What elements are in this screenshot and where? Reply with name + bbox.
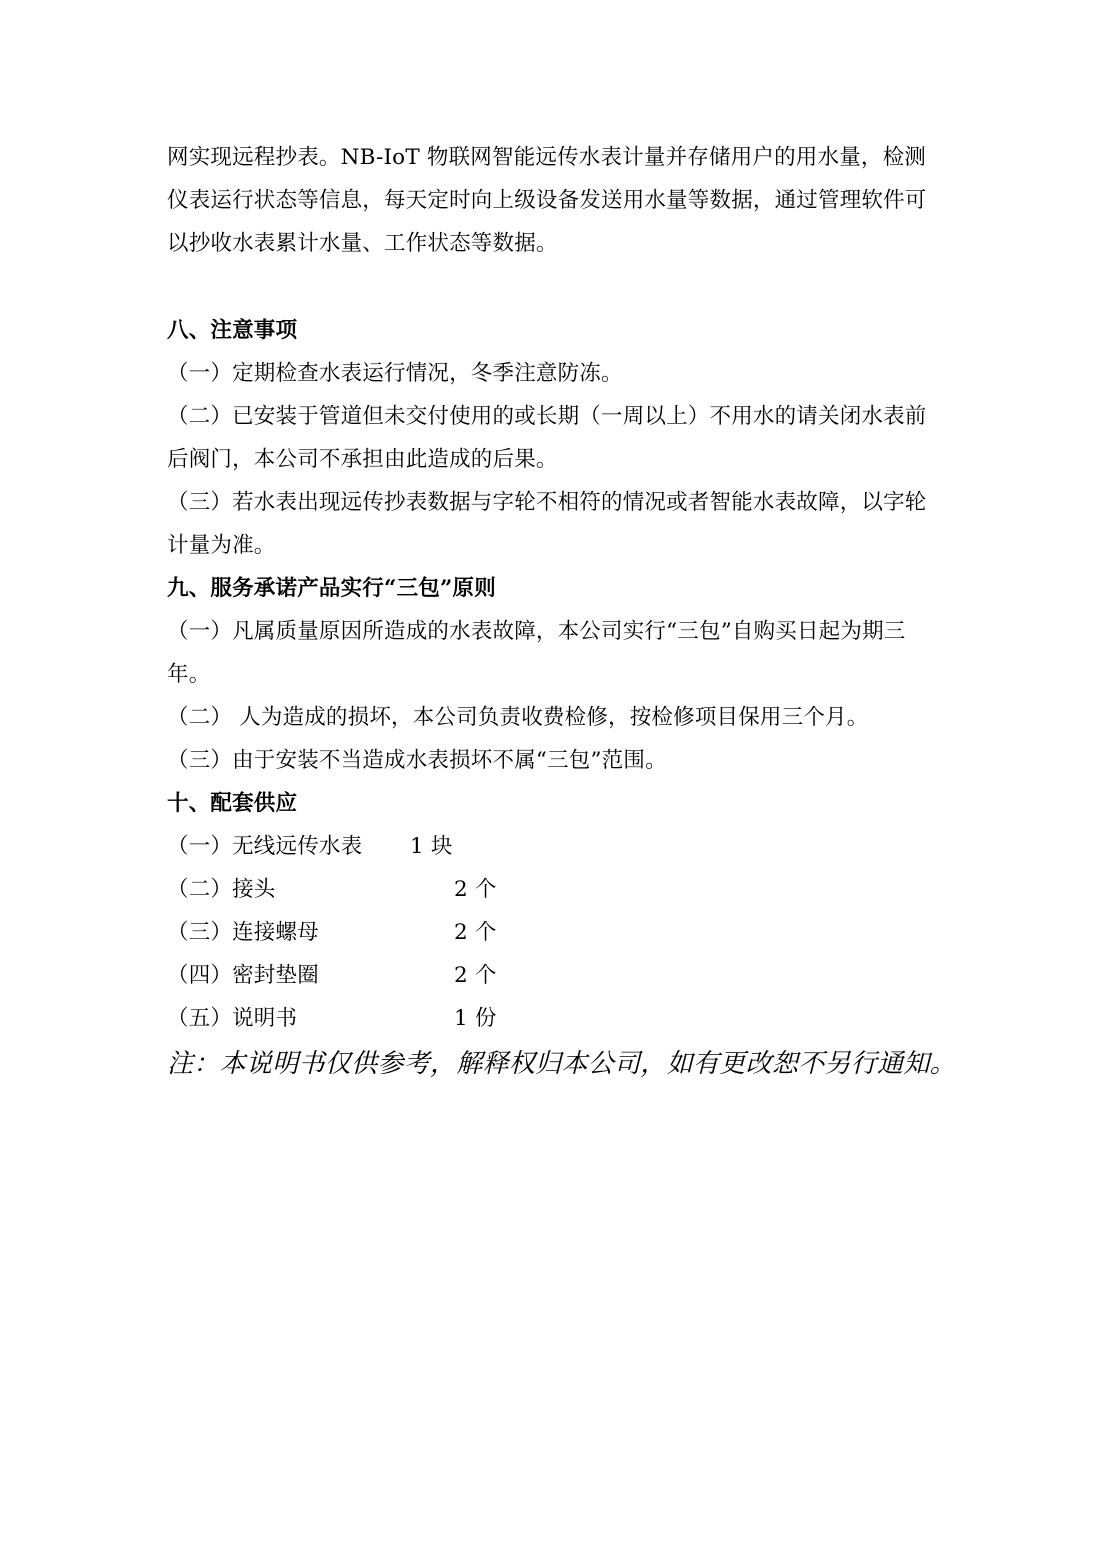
- section-8-item-3: （三）若水表出现远传抄表数据与字轮不相符的情况或者智能水表故障，以字轮计量为准。: [167, 490, 927, 558]
- document-page: [167, 136, 957, 1088]
- section-9-item-1: （一）凡属质量原因所造成的水表故障，本公司实行“三包”自购买日起为期三年。: [167, 619, 906, 687]
- supply-row: [167, 825, 937, 868]
- supply-row: [167, 868, 937, 911]
- section-8-item-2: （二）已安装于管道但未交付使用的或长期（一周以上）不用水的请关闭水表前后阀门，本公司不承担由此造成的后果。: [167, 404, 927, 472]
- supply-item-name: （三）连接螺母: [167, 920, 319, 945]
- section-9-title: 九、服务承诺产品实行“三包”原则: [167, 576, 496, 601]
- intro-paragraph: [167, 136, 937, 265]
- supply-item-qty: 2 个: [454, 877, 497, 902]
- section-spacer: [167, 265, 937, 309]
- supply-item-name: （五）说明书: [167, 1006, 298, 1031]
- section-9-item-2: （二） 人为造成的损坏，本公司负责收费检修，按检修项目保用三个月。: [167, 705, 869, 730]
- intro-line: 以抄收水表累计水量、工作状态等数据。: [167, 231, 558, 256]
- supply-row: [167, 911, 937, 954]
- supply-item-qty: 1 份: [454, 1006, 497, 1031]
- section-8-item-1: （一）定期检查水表运行情况，冬季注意防冻。: [167, 361, 623, 386]
- supply-item-name: （二）接头: [167, 877, 276, 902]
- supply-row: [167, 954, 937, 997]
- section-9-item-3: （三）由于安装不当造成水表损坏不属“三包”范围。: [167, 748, 667, 773]
- supply-item-name: （一）无线远传水表: [167, 834, 363, 859]
- intro-line: 仪表运行状态等信息，每天定时向上级设备发送用水量等数据，通过管理软件可: [167, 188, 927, 213]
- supply-item-qty: 2 个: [454, 963, 497, 988]
- supply-item-name: （四）密封垫圈: [167, 963, 319, 988]
- supply-row: [167, 997, 937, 1040]
- supply-item-qty: 1 块: [410, 834, 453, 859]
- section-8-title: 八、注意事项: [167, 318, 298, 343]
- section-10-title: 十、配套供应: [167, 791, 298, 816]
- disclaimer-note: 注：本说明书仅供参考，解释权归本公司，如有更改恕不另行通知。: [167, 1049, 957, 1079]
- intro-line: 网实现远程抄表。NB-IoT 物联网智能远传水表计量并存储用户的用水量，检测: [167, 145, 926, 170]
- supply-item-qty: 2 个: [454, 920, 497, 945]
